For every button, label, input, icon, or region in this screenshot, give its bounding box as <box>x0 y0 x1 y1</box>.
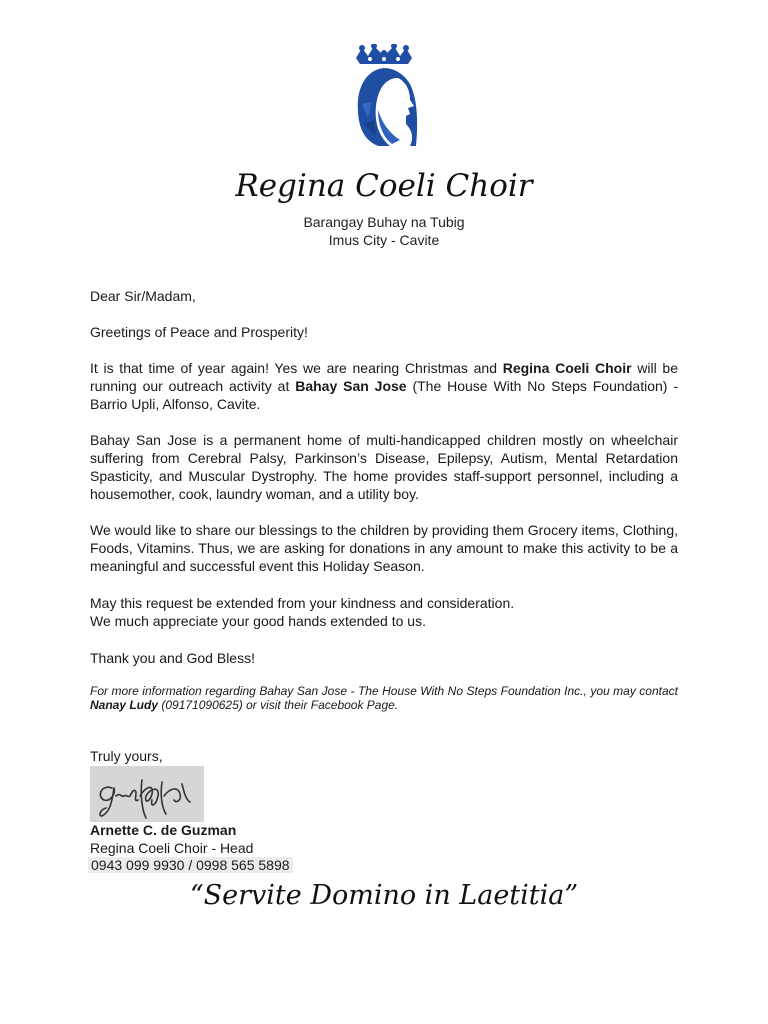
valediction: Truly yours, <box>90 748 163 764</box>
signer-name: Arnette C. de Guzman <box>90 822 237 838</box>
donation-paragraph: We would like to share our blessings to the children by providing them Grocery items, Clothing, Foods, Vitamins. Thus, we are asking for donations in any amount to make this activity to be a meaningful and successful event this Holiday Season. <box>90 522 678 574</box>
intro-text-1: It is that time of year again! Yes we are nearing Christmas and <box>90 360 503 376</box>
org-name: Regina Coeli Choir <box>235 168 533 204</box>
request-line-1: May this request be extended from your kindness and consideration. <box>90 595 515 611</box>
address-line-1: Barangay Buhay na Tubig <box>303 214 465 230</box>
info-text-1: For more information regarding Bahay San Jose - The House With No Steps Foundation Inc., you may contact <box>90 684 678 698</box>
madonna-crown-logo-icon <box>348 44 420 148</box>
request-line-2: We much appreciate your good hands extended to us. <box>90 613 426 629</box>
intro-paragraph <box>90 359 678 413</box>
signer-phone: 0943 099 9930 / 0998 565 5898 <box>88 857 293 873</box>
salutation: Dear Sir/Madam, <box>90 288 196 304</box>
address-line-2: Imus City - Cavite <box>328 232 440 248</box>
thanks-line: Thank you and God Bless! <box>90 650 255 666</box>
contact-name-bold: Nanay Ludy <box>90 698 159 712</box>
motto: “Servite Domino in Laetitia” <box>189 880 579 911</box>
info-text-2: (09171090625) or visit their Facebook Page. <box>158 698 399 712</box>
intro-text-3: (The House With No Steps Foundation) - Barrio Upli, Alfonso, Cavite. <box>90 378 678 412</box>
intro-text-2: will be running our outreach activity at <box>90 360 679 394</box>
request-paragraph <box>90 594 678 630</box>
about-paragraph: Bahay San Jose is a permanent home of multi-handicapped children mostly on wheelchair suffering from Cerebral Palsy, Parkinson’s Disease, Epilepsy, Autism, Mental Retardation Spasticity, and Muscular Dystrophy. The home provides staff-support personnel, including a housemother, cook, laundry woman, and a utility boy. <box>90 432 678 502</box>
signer-title: Regina Coeli Choir - Head <box>90 840 254 856</box>
info-note <box>90 684 678 712</box>
greeting: Greetings of Peace and Prosperity! <box>90 324 308 340</box>
foundation-name-bold: Bahay San Jose <box>295 378 407 394</box>
handwritten-signature <box>90 766 204 822</box>
choir-name-bold: Regina Coeli Choir <box>502 360 632 376</box>
